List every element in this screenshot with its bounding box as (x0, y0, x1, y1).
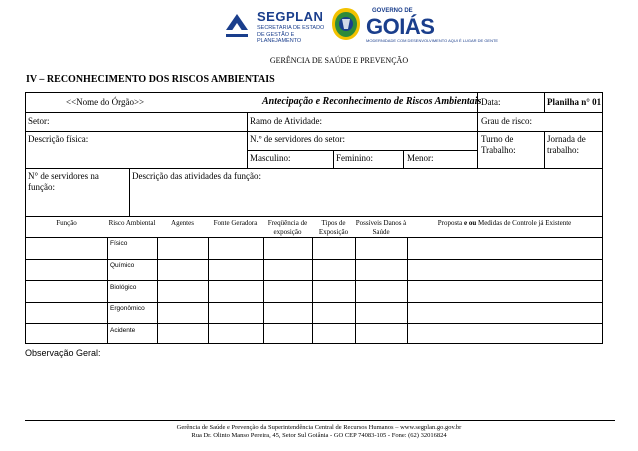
col-divider (157, 237, 158, 343)
grau-label: Grau de risco: (481, 116, 532, 126)
risk-label-ergonomico: Ergonômico (110, 305, 145, 312)
orgao-name: <<Nome do Órgão>> (66, 97, 145, 107)
col-fonte: Fonte Geradora (213, 219, 258, 227)
col-divider (208, 237, 209, 343)
goias-government-label: GOVERNO DE (372, 8, 413, 14)
risk-label-acidente: Acidente (110, 327, 136, 334)
col-possiveis: Possíveis Danos à Saúde (355, 219, 407, 236)
col-agentes: Agentes (171, 219, 194, 227)
goias-logo-icon (330, 6, 362, 42)
planilha-number: Planilha n° 01 (547, 97, 602, 107)
data-label: Data: (481, 97, 501, 107)
col-divider (247, 112, 248, 168)
num-servidores-funcao-label: N° de servidores na função: (28, 171, 99, 192)
row-divider (26, 216, 602, 217)
col-divider (544, 93, 545, 112)
col-funcao: Função (56, 219, 77, 227)
footer-divider (25, 420, 615, 421)
gerencia-heading: GERÊNCIA DE SAÚDE E PREVENÇÃO (269, 56, 409, 65)
risk-form-table (25, 92, 603, 344)
col-divider (263, 237, 264, 343)
section-title: IV – RECONHECIMENTO DOS RISCOS AMBIENTAIS (26, 74, 275, 85)
feminino-label: Feminino: (336, 153, 374, 163)
jornada-label: Jornada de trabalho: (547, 134, 586, 155)
setor-label: Setor: (28, 116, 50, 126)
row-divider (26, 168, 602, 169)
form-title: Antecipação e Reconhecimento de Riscos Ambientais (262, 96, 482, 107)
segplan-logo-icon (222, 10, 252, 40)
num-servidores-setor-label: N.º de servidores do setor: (250, 134, 346, 144)
segplan-subtitle: SECRETARIA DE ESTADO DE GESTÃO E PLANEJAMENTO (257, 25, 325, 44)
col-divider (355, 237, 356, 343)
col-proposta: Proposta e ou Medidas de Controle já Existente (437, 219, 572, 227)
observacao-geral-label: Observação Geral: (25, 348, 101, 358)
turno-label: Turno de Trabalho: (481, 134, 516, 155)
col-divider (107, 237, 108, 343)
footer-line-1: Gerência de Saúde e Prevenção da Superintendência Central de Recursos Humanos – www.segplan.go.gov.br (176, 424, 462, 431)
descricao-fisica-label: Descrição física: (28, 134, 89, 144)
footer-line-2: Rua Dr. Olinto Manso Pereira, 45, Setor Sul Goiânia - GO CEP 74083-105 - Fone: (62) 32016824 (191, 432, 447, 439)
col-divider (544, 131, 545, 168)
col-divider (333, 150, 334, 168)
row-divider (26, 131, 602, 132)
goias-slogan: MODERNIDADE COM DESENVOLVIMENTO AQUI É LUGAR DE GENTE (366, 38, 499, 43)
segplan-title: SEGPLAN (257, 9, 324, 24)
descricao-atividades-label: Descrição das atividades da função: (132, 171, 261, 181)
risk-label-fisico: Físico (110, 240, 128, 247)
risk-label-quimico: Químico (110, 262, 135, 269)
risk-label-biologico: Biológico (110, 284, 137, 291)
col-divider (403, 150, 404, 168)
row-divider (247, 150, 477, 151)
row-divider (26, 280, 602, 281)
col-divider (407, 237, 408, 343)
menor-label: Menor: (407, 153, 434, 163)
col-risco: Risco Ambiental (108, 219, 156, 227)
masculino-label: Masculino: (250, 153, 291, 163)
col-divider (312, 237, 313, 343)
row-divider (26, 112, 602, 113)
ramo-label: Ramo de Atividade: (250, 116, 322, 126)
col-tipos: Tipos de Exposição (318, 219, 349, 236)
col-frequencia: Freqüência de exposição (267, 219, 308, 236)
goias-name: GOIÁS (366, 14, 435, 39)
row-divider (26, 323, 602, 324)
col-divider (129, 168, 130, 216)
